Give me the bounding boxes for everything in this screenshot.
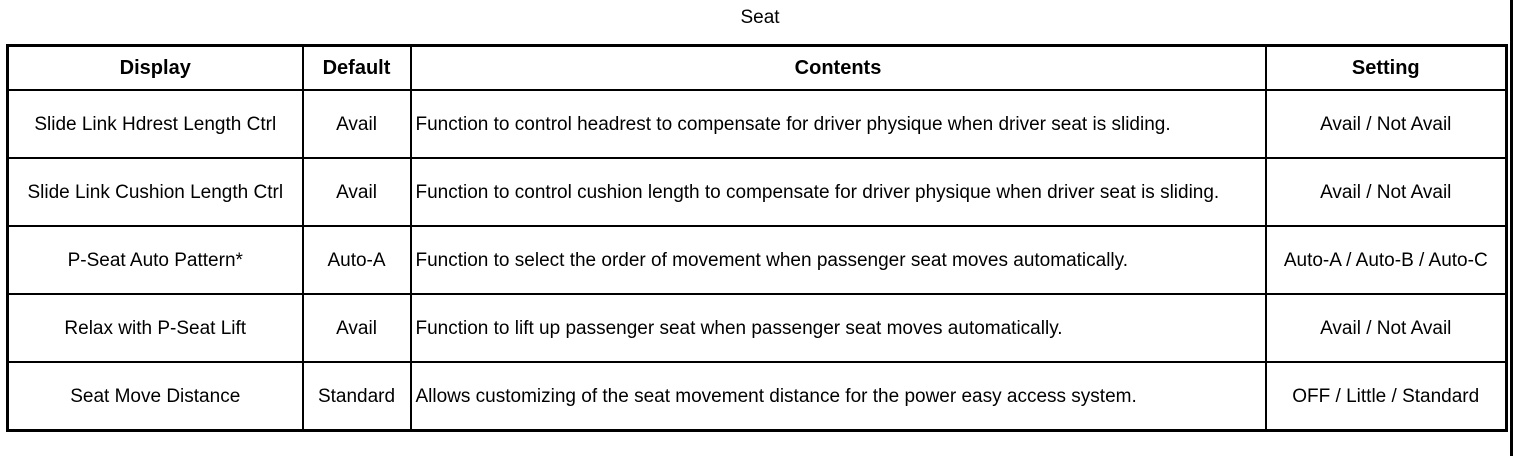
display-cell: Slide Link Hdrest Length Ctrl [8,90,303,158]
display-cell: P-Seat Auto Pattern* [8,226,303,294]
default-cell: Standard [303,362,411,431]
table-header-row [8,46,1507,91]
table-row [8,158,1507,226]
header-contents: Contents [411,46,1266,91]
default-cell: Avail [303,294,411,362]
default-cell: Avail [303,158,411,226]
default-cell: Auto-A [303,226,411,294]
right-edge-rule [1510,0,1513,456]
default-cell: Avail [303,90,411,158]
table-row [8,294,1507,362]
contents-cell: Function to control cushion length to compensate for driver physique when driver seat is sliding. [411,158,1266,226]
setting-cell: OFF / Little / Standard [1266,362,1507,431]
table-row [8,362,1507,431]
contents-cell: Allows customizing of the seat movement distance for the power easy access system. [411,362,1266,431]
display-cell: Relax with P-Seat Lift [8,294,303,362]
table-row [8,226,1507,294]
header-default: Default [303,46,411,91]
seat-settings-table [6,44,1508,432]
setting-cell: Avail / Not Avail [1266,294,1507,362]
setting-cell: Avail / Not Avail [1266,90,1507,158]
contents-cell: Function to select the order of movement when passenger seat moves automatically. [411,226,1266,294]
setting-cell: Avail / Not Avail [1266,158,1507,226]
display-cell: Seat Move Distance [8,362,303,431]
header-setting: Setting [1266,46,1507,91]
contents-cell: Function to lift up passenger seat when passenger seat moves automatically. [411,294,1266,362]
display-cell: Slide Link Cushion Length Ctrl [8,158,303,226]
header-display: Display [8,46,303,91]
contents-cell: Function to control headrest to compensate for driver physique when driver seat is sliding. [411,90,1266,158]
setting-cell: Auto-A / Auto-B / Auto-C [1266,226,1507,294]
table-row [8,90,1507,158]
page-title: Seat [740,7,780,28]
